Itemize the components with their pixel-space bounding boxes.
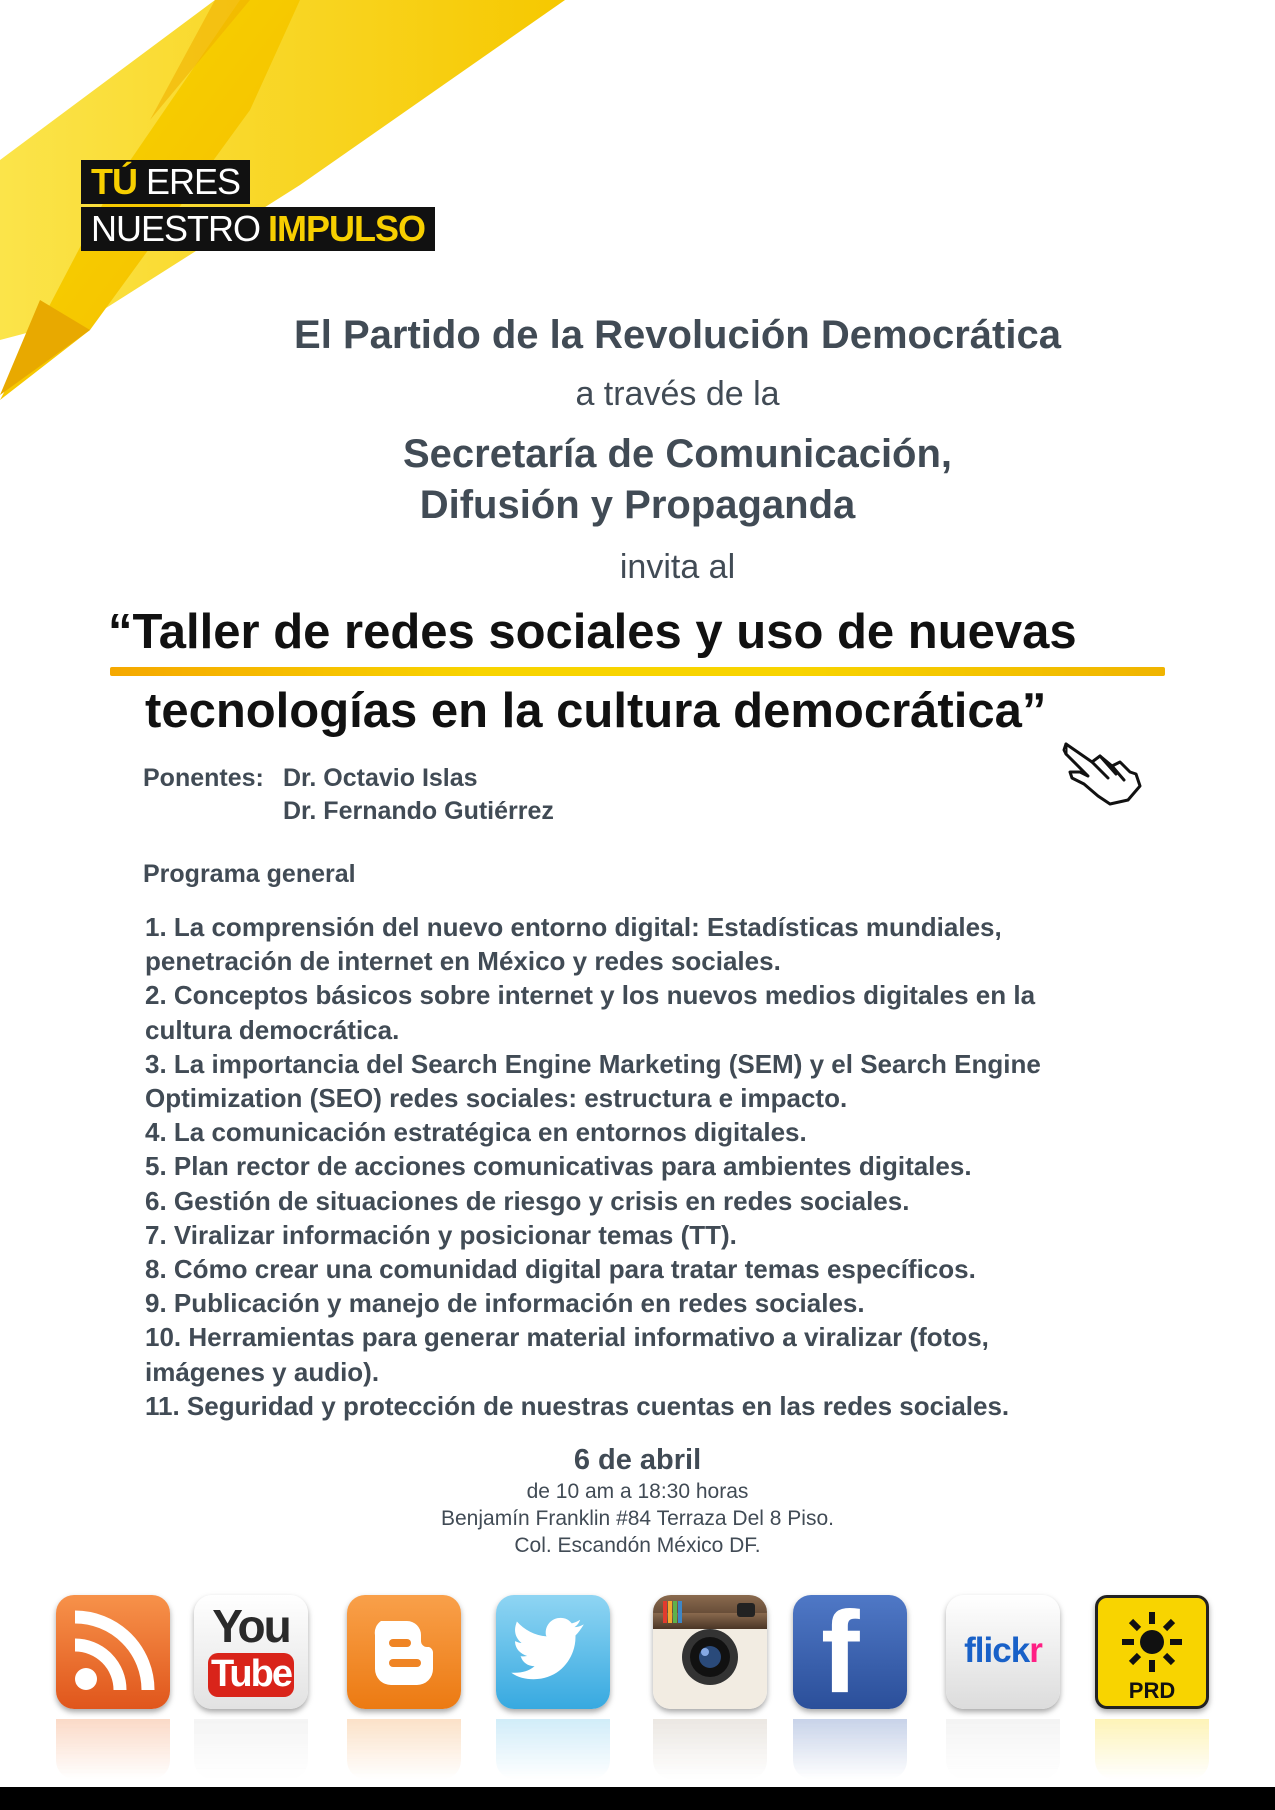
program-line: 6. Gestión de situaciones de riesgo y crisis en redes sociales. [145,1185,910,1216]
event-colony: Col. Escandón México DF. [514,1534,761,1557]
program-heading: Programa general [143,860,356,888]
slogan-nuestro: NUESTRO [91,208,261,249]
program-line: 2. Conceptos básicos sobre internet y los nuevos medios digitales en la [145,980,1036,1011]
youtube-tube-text: Tube [211,1653,291,1695]
slogan-line-2 [81,207,435,251]
bottom-black-bar [0,1787,1275,1810]
program-line: 3. La importancia del Search Engine Marketing (SEM) y el Search Engine [145,1048,1041,1079]
instagram-icon-reflection [653,1719,767,1779]
through-text: a través de la [575,375,780,413]
youtube-you-text: You [212,1600,290,1652]
secretariat-line-2: Difusión y Propaganda [419,483,856,527]
prd-logo-icon[interactable] [1095,1595,1209,1709]
flickr-wordmark [946,1631,1060,1671]
program-line: 11. Seguridad y protección de nuestras cuentas en las redes sociales. [145,1390,1010,1421]
flickr-icon-reflection [946,1719,1060,1779]
title-underline [110,667,1165,676]
program-line: Optimization (SEO) redes sociales: estructura e impacto. [145,1083,848,1114]
program-line: cultura democrática. [145,1014,400,1045]
flickr-pink-text: r [1029,1631,1042,1670]
slogan-emphasis-impulso: IMPULSO [268,208,426,249]
pointing-hand-icon [1062,738,1142,806]
program-line: 1. La comprensión del nuevo entorno digital: Estadísticas mundiales, [145,912,1002,942]
rss-icon-reflection [56,1719,170,1779]
event-time: de 10 am a 18:30 horas [526,1480,749,1503]
slogan-eres: ERES [146,161,241,202]
instagram-icon[interactable] [653,1595,767,1709]
event-date: 6 de abril [573,1444,702,1476]
flickr-blue-text: flick [964,1631,1030,1670]
event-address: Benjamín Franklin #84 Terraza Del 8 Piso. [441,1507,834,1530]
workshop-title-line-2: tecnologías en la cultura democrática” [145,684,1047,738]
speakers-label: Ponentes: [143,764,264,792]
facebook-f-letter: f [821,1587,860,1717]
twitter-icon-reflection [496,1719,610,1779]
prd-logo-reflection [1095,1719,1209,1779]
party-name: El Partido de la Revolución Democrática [294,313,1061,357]
slogan-emphasis-tu: TÚ [91,161,137,202]
twitter-icon[interactable] [496,1595,610,1709]
social-icon-row [0,1587,1275,1795]
facebook-icon[interactable] [793,1587,907,1717]
speaker-1: Dr. Octavio Islas [283,764,478,792]
invites-text: invita al [619,548,736,586]
blogger-icon-reflection [347,1719,461,1779]
prd-text: PRD [1128,1678,1176,1703]
slogan-line-1 [81,160,250,204]
program-list [145,910,1145,1423]
program-line: 8. Cómo crear una comunidad digital para tratar temas específicos. [145,1254,976,1285]
blogger-icon[interactable] [347,1595,461,1709]
program-line: penetración de internet en México y redes sociales. [145,946,781,977]
program-line: imágenes y audio). [145,1356,380,1387]
speaker-2: Dr. Fernando Gutiérrez [283,797,554,825]
workshop-title-line-1: “Taller de redes sociales y uso de nuevas [108,605,1077,659]
secretariat-line-1: Secretaría de Comunicación, [402,432,953,476]
facebook-icon-reflection [793,1719,907,1779]
rss-icon[interactable] [56,1595,170,1709]
program-line: 10. Herramientas para generar material informativo a viralizar (fotos, [145,1322,989,1353]
program-line: 5. Plan rector de acciones comunicativas para ambientes digitales. [145,1151,972,1182]
youtube-icon[interactable] [194,1595,308,1709]
program-line: 9. Publicación y manejo de información en redes sociales. [145,1288,865,1319]
program-line: 7. Viralizar información y posicionar temas (TT). [145,1219,737,1250]
flickr-icon[interactable] [946,1595,1060,1709]
youtube-icon-reflection [194,1719,308,1779]
program-line: 4. La comunicación estratégica en entornos digitales. [145,1117,807,1148]
